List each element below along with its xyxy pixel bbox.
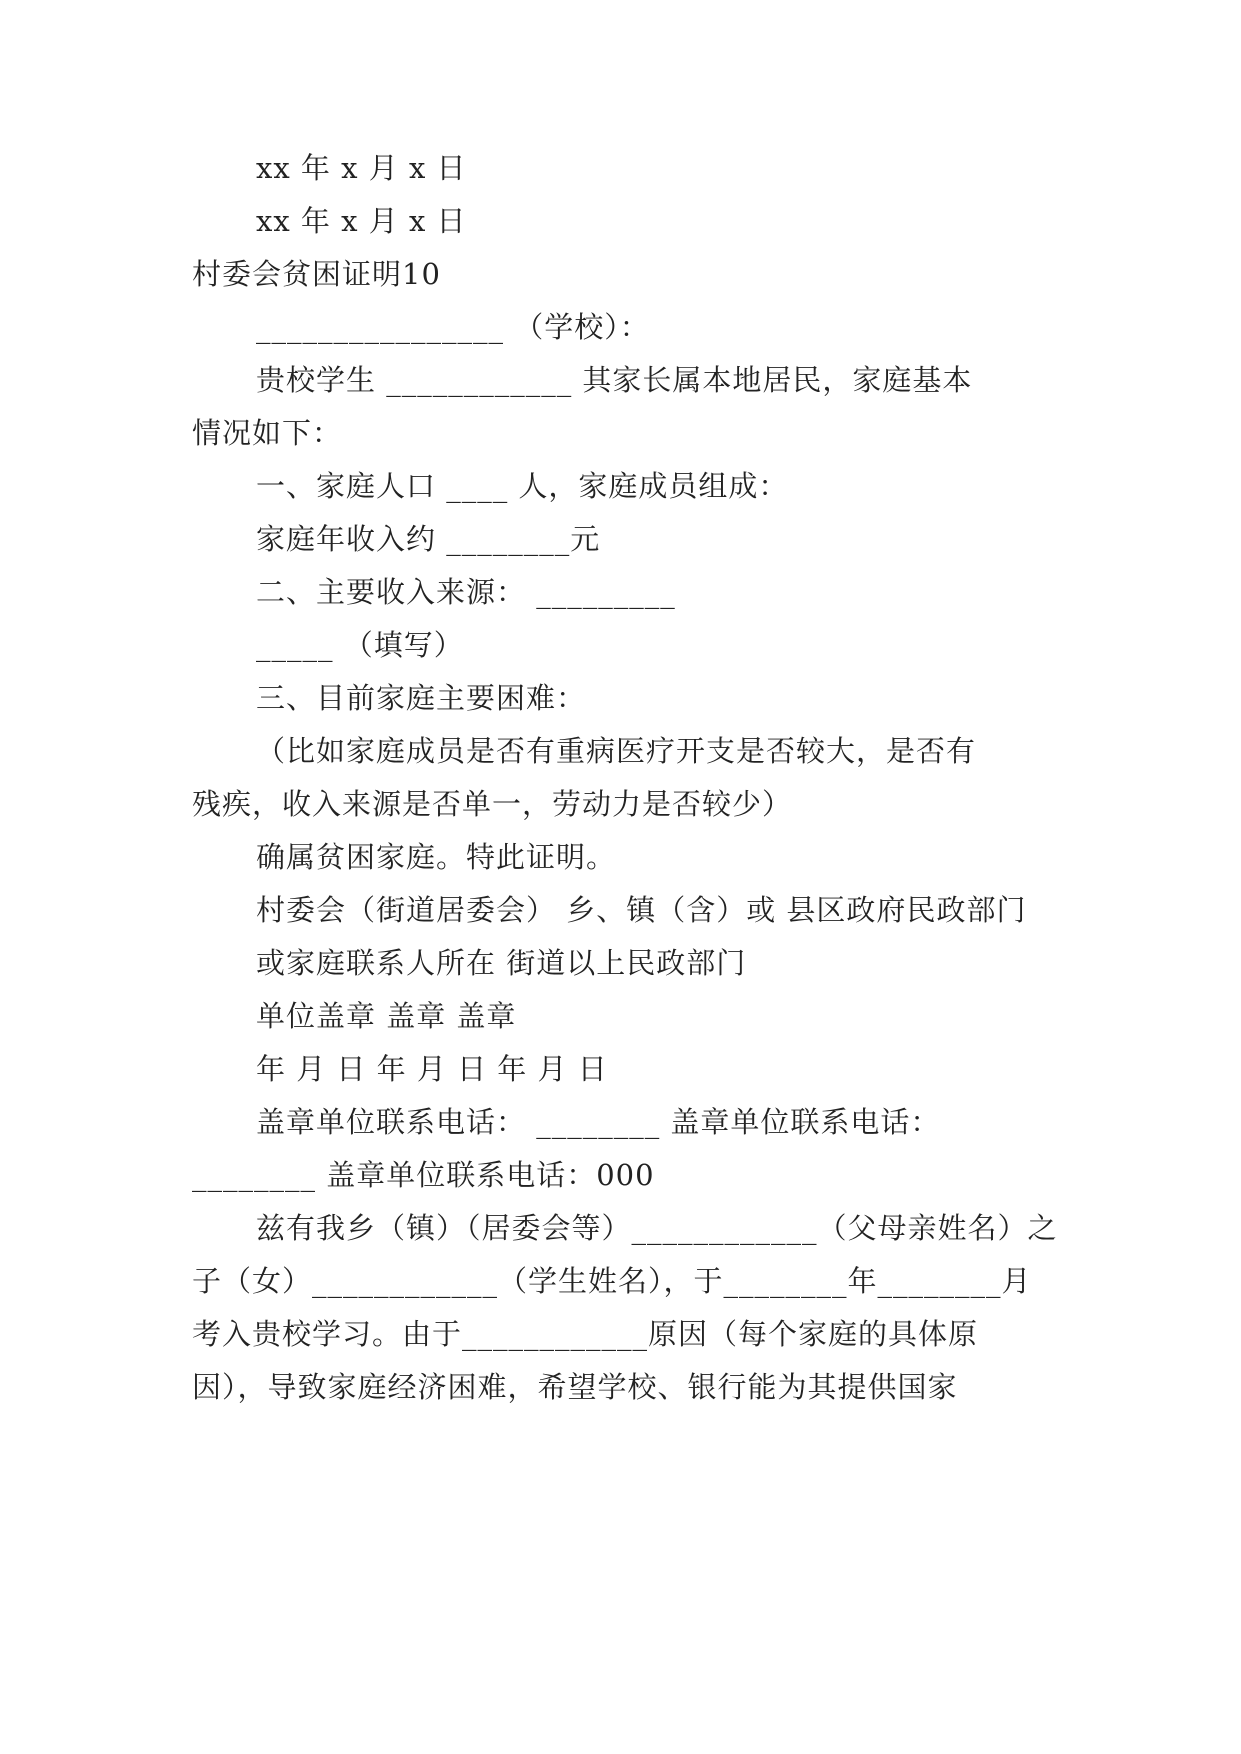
household-population-line: 一、家庭人口 ____ 人，家庭成员组成： [256, 469, 789, 503]
income-source-line: 二、主要收入来源： _________ [256, 575, 676, 609]
difficulties-heading: 三、目前家庭主要困难： [256, 681, 587, 715]
document-title: 村委会贫困证明10 [192, 257, 441, 291]
parent-name-line: 兹有我乡（镇）（居委会等）____________（父母亲姓名）之 [256, 1211, 1058, 1245]
date-line-2: xx 年 x 月 x 日 [256, 204, 467, 238]
student-name-line: 子（女）____________（学生姓名），于________年________月 [192, 1264, 1032, 1298]
certification-statement: 确属贫困家庭。特此证明。 [256, 840, 617, 874]
annual-income-line: 家庭年收入约 ________元 [256, 522, 601, 556]
student-intro-line: 贵校学生 ____________ 其家长属本地居民，家庭基本 [256, 363, 973, 397]
difficulties-example-continuation: 残疾，收入来源是否单一，劳动力是否较少） [192, 787, 793, 821]
student-intro-continuation: 情况如下： [192, 416, 343, 450]
difficulties-example-line: （比如家庭成员是否有重病医疗开支是否较大，是否有 [256, 734, 977, 768]
certifying-authorities-line: 村委会（街道居委会） 乡、镇（含）或 县区政府民政部门 [256, 893, 1027, 927]
fill-in-line: _____ （填写） [256, 628, 464, 662]
date-line-1: xx 年 x 月 x 日 [256, 151, 467, 185]
contact-phone-line: 盖章单位联系电话： ________ 盖章单位联系电话： [256, 1105, 941, 1139]
seal-line: 单位盖章 盖章 盖章 [256, 999, 517, 1033]
seal-date-line: 年 月 日 年 月 日 年 月 日 [256, 1052, 608, 1086]
admission-reason-line: 考入贵校学习。由于____________原因（每个家庭的具体原 [192, 1317, 979, 1351]
certifying-authorities-continuation: 或家庭联系人所在 街道以上民政部门 [256, 946, 747, 980]
hardship-request-line: 因），导致家庭经济困难，希望学校、银行能为其提供国家 [192, 1370, 958, 1404]
school-salutation: ________________ （学校）： [256, 310, 650, 344]
contact-phone-continuation: ________ 盖章单位联系电话：000 [192, 1158, 655, 1192]
